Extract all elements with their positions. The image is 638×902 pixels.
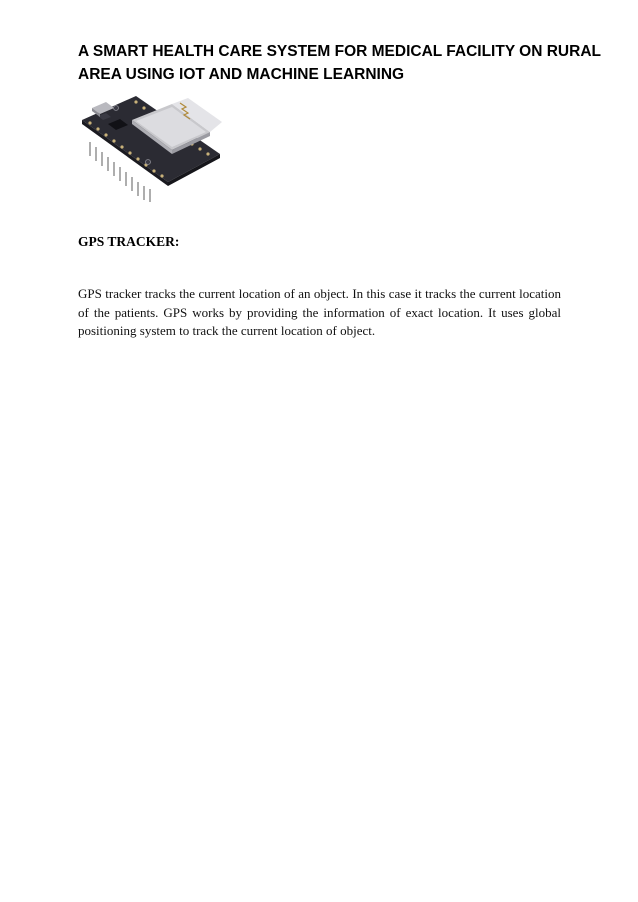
section-heading-gps-tracker: GPS TRACKER: — [78, 234, 180, 249]
section-paragraph: GPS tracker tracks the current location of an object. In this case it tracks the current location of the patients. GPS works by providing the information of exact location. It uses global positioning system to track the current location of object. — [78, 286, 561, 338]
document-title — [78, 40, 601, 86]
nodemcu-board-icon — [76, 94, 226, 204]
title-line-1: A SMART HEALTH CARE SYSTEM FOR MEDICAL FACILITY ON RURAL — [78, 43, 601, 60]
title-line-2: AREA USING IOT AND MACHINE LEARNING — [78, 66, 405, 83]
